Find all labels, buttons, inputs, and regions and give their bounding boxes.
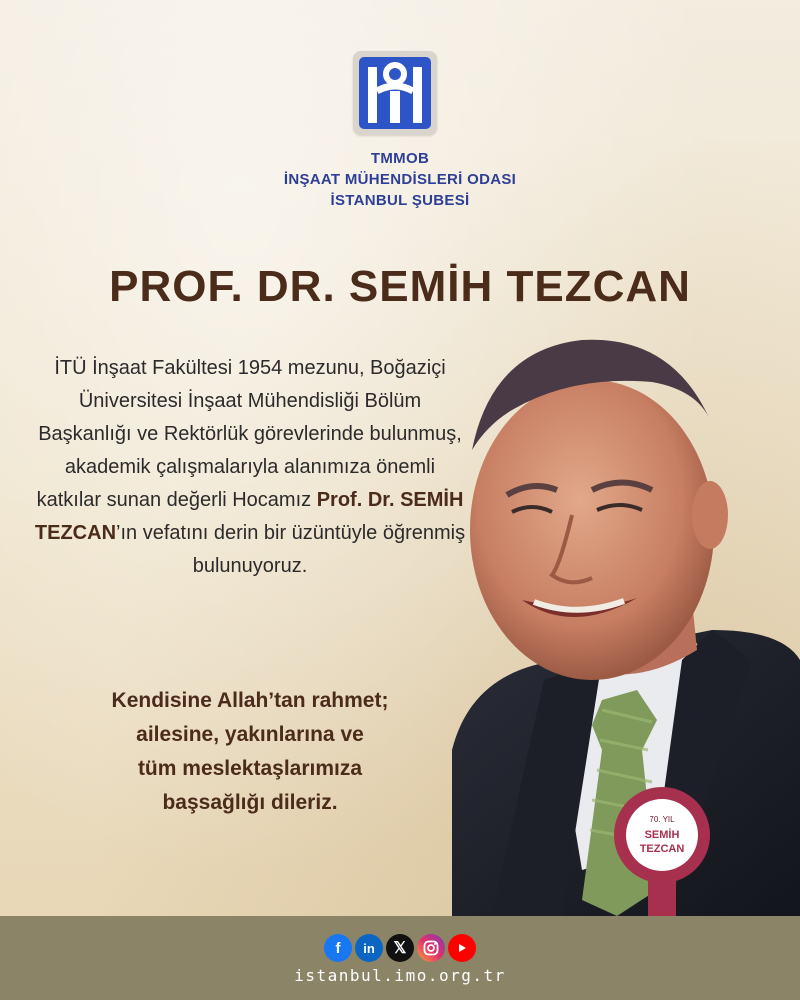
condolence-line: ailesine, yakınlarına ve <box>136 723 364 746</box>
bio-text-before: İTÜ İnşaat Fakültesi 1954 mezunu, Boğaziçi Üniversitesi İnşaat Mühendisliği Bölüm Başkanlığı ve Rektörlük görevlerinde bulunmuş, akademik çalışmalarıyla alanımıza önemli katkılar sunan değerli Hocamız <box>36 357 462 511</box>
rosette-line3: TEZCAN <box>639 843 685 855</box>
bio-paragraph <box>30 352 470 583</box>
condolence-line: tüm meslektaşlarımıza <box>137 757 363 780</box>
bio-text-after: ’ın vefatını derin bir üzüntüyle öğrenmiş bulunuyoruz. <box>116 522 466 577</box>
org-name-line2: İNŞAAT MÜHENDİSLERİ ODASI <box>283 171 517 188</box>
website-url[interactable]: istanbul.imo.org.tr <box>294 966 506 985</box>
instagram-icon[interactable] <box>417 934 445 962</box>
condolence-message <box>30 684 470 820</box>
condolence-line: Kendisine Allah’tan rahmet; <box>111 689 389 712</box>
facebook-icon[interactable]: f <box>324 934 352 962</box>
social-links <box>0 934 800 962</box>
page-title: PROF. DR. SEMİH TEZCAN <box>109 262 691 311</box>
org-name-line3: İSTANBUL ŞUBESİ <box>330 192 470 209</box>
imo-logo <box>353 51 437 135</box>
youtube-icon[interactable] <box>448 934 476 962</box>
linkedin-icon[interactable]: in <box>355 934 383 962</box>
portrait-photo <box>452 330 800 916</box>
rosette-line1: 70. YIL <box>649 815 675 824</box>
bio-name-bold: Prof. Dr. SEMİH TEZCAN <box>34 489 464 544</box>
org-name-line1: TMMOB <box>370 150 430 167</box>
condolence-line: başsağlığı dileriz. <box>162 791 338 814</box>
x-icon[interactable]: 𝕏 <box>386 934 414 962</box>
rosette-line2: SEMİH <box>644 829 680 841</box>
